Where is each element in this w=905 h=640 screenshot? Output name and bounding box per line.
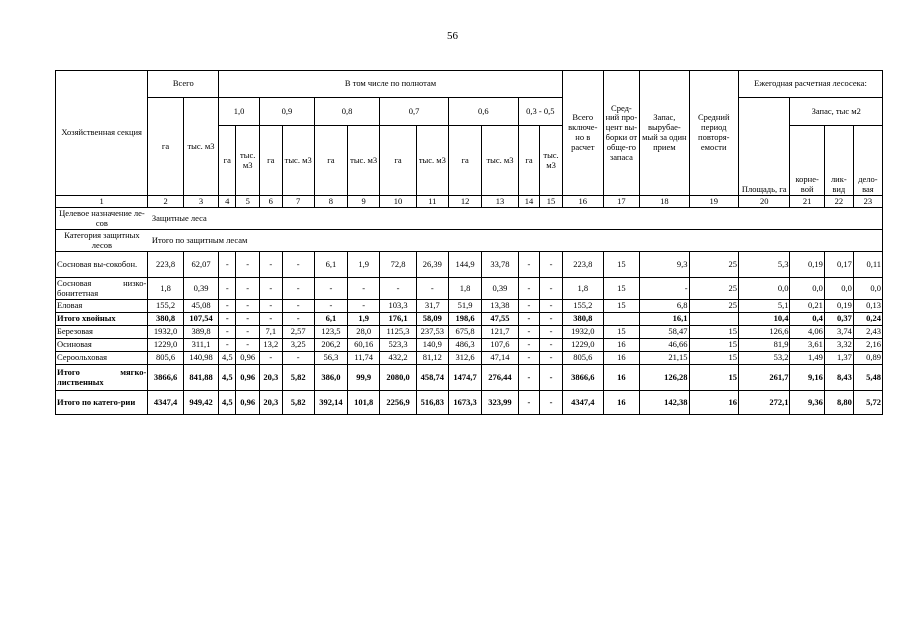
table-cell: 1,49 xyxy=(790,352,824,365)
table-cell: 0,96 xyxy=(236,365,260,391)
table-cell: 805,6 xyxy=(148,352,183,365)
column-number: 5 xyxy=(236,196,260,208)
table-cell: 458,74 xyxy=(416,365,448,391)
table-cell: 144,9 xyxy=(448,252,481,278)
table-cell: 516,83 xyxy=(416,391,448,415)
table-cell: - xyxy=(236,278,260,300)
table-cell: - xyxy=(518,326,539,339)
table-cell: 47,14 xyxy=(482,352,519,365)
table-cell: - xyxy=(236,252,260,278)
table-cell: 380,8 xyxy=(562,313,603,326)
table-cell: 13,38 xyxy=(482,300,519,313)
header-root: корне-вой xyxy=(790,126,824,196)
table-cell: - xyxy=(518,339,539,352)
table-cell: 1,8 xyxy=(148,278,183,300)
table-cell: 3,61 xyxy=(790,339,824,352)
table-cell: 0,11 xyxy=(853,252,882,278)
header-ha: га xyxy=(219,126,236,196)
page-number: 56 xyxy=(447,30,458,42)
column-number: 23 xyxy=(853,196,882,208)
table-row xyxy=(56,326,883,339)
table-cell: 33,78 xyxy=(482,252,519,278)
forest-cut-table xyxy=(55,70,883,415)
header-area: Площадь, га xyxy=(738,98,790,196)
table-cell: 25 xyxy=(689,252,738,278)
table-cell: 8,43 xyxy=(824,365,853,391)
table-cell: 380,8 xyxy=(148,313,183,326)
header-density-3: 0,8 xyxy=(314,98,379,126)
table-cell: 47,55 xyxy=(482,313,519,326)
table-cell: 11,74 xyxy=(348,352,380,365)
table-cell: 5,3 xyxy=(738,252,790,278)
header-ha: га xyxy=(518,126,539,196)
table-cell: 311,1 xyxy=(183,339,218,352)
table-cell: 206,2 xyxy=(314,339,347,352)
column-number-row xyxy=(56,196,883,208)
table-cell: - xyxy=(236,339,260,352)
purpose-value: Защитные леса xyxy=(148,208,883,230)
table-cell: - xyxy=(518,313,539,326)
table-cell: 0,39 xyxy=(183,278,218,300)
table-row xyxy=(56,391,883,415)
table-row xyxy=(56,252,883,278)
table-cell: 1932,0 xyxy=(562,326,603,339)
table-cell: 261,7 xyxy=(738,365,790,391)
table-cell: 675,8 xyxy=(448,326,481,339)
table-cell: 21,15 xyxy=(640,352,689,365)
table-cell: 3866,6 xyxy=(148,365,183,391)
table-cell: 1,9 xyxy=(348,252,380,278)
table-row xyxy=(56,352,883,365)
table-cell: 0,17 xyxy=(824,252,853,278)
table-cell: 6,8 xyxy=(640,300,689,313)
table-cell: 16 xyxy=(603,339,640,352)
table-cell: 1229,0 xyxy=(148,339,183,352)
header-ha: га xyxy=(260,126,283,196)
table-cell: 155,2 xyxy=(148,300,183,313)
table-cell: 140,98 xyxy=(183,352,218,365)
column-number: 8 xyxy=(314,196,347,208)
table-cell: 126,28 xyxy=(640,365,689,391)
column-number: 9 xyxy=(348,196,380,208)
table-cell: 13,2 xyxy=(260,339,283,352)
table-cell: 0,0 xyxy=(824,278,853,300)
row-name: Березовая xyxy=(56,326,148,339)
table-cell: 1229,0 xyxy=(562,339,603,352)
table-cell: 841,88 xyxy=(183,365,218,391)
table-cell: 1474,7 xyxy=(448,365,481,391)
table-cell: 31,7 xyxy=(416,300,448,313)
header-section: Хозяйственная секция xyxy=(56,71,148,196)
table-cell: 0,0 xyxy=(853,278,882,300)
table-cell: - xyxy=(540,391,563,415)
table-cell: 2256,9 xyxy=(380,391,417,415)
column-number: 12 xyxy=(448,196,481,208)
table-cell: 0,21 xyxy=(790,300,824,313)
table-cell: 53,2 xyxy=(738,352,790,365)
table-cell: 45,08 xyxy=(183,300,218,313)
table-cell: - xyxy=(416,278,448,300)
table-cell: - xyxy=(518,352,539,365)
table-cell: 0,89 xyxy=(853,352,882,365)
row-name: Итого по катего-рии xyxy=(56,391,148,415)
table-cell: - xyxy=(219,300,236,313)
table-cell: 386,0 xyxy=(314,365,347,391)
header-thous-m3: тыс. м3 xyxy=(183,98,218,196)
table-cell: - xyxy=(348,278,380,300)
table-cell: 46,66 xyxy=(640,339,689,352)
table-cell: 121,7 xyxy=(482,326,519,339)
table-cell: 15 xyxy=(689,352,738,365)
table-cell: 9,16 xyxy=(790,365,824,391)
table-cell: - xyxy=(260,300,283,313)
table-cell: - xyxy=(518,391,539,415)
table-cell: 949,42 xyxy=(183,391,218,415)
table-cell: 60,16 xyxy=(348,339,380,352)
table-cell: - xyxy=(540,326,563,339)
table-cell: 0,13 xyxy=(853,300,882,313)
table-cell: 523,3 xyxy=(380,339,417,352)
table-cell: 107,54 xyxy=(183,313,218,326)
table-cell: 0,39 xyxy=(482,278,519,300)
table-cell: 20,3 xyxy=(260,391,283,415)
header-density-1: 1,0 xyxy=(219,98,260,126)
table-cell: 1,9 xyxy=(348,313,380,326)
table-cell: 6,1 xyxy=(314,313,347,326)
table-cell: 312,6 xyxy=(448,352,481,365)
table-cell: 2080,0 xyxy=(380,365,417,391)
table-cell: - xyxy=(260,278,283,300)
row-name: Сосновая вы-сокобон. xyxy=(56,252,148,278)
table-cell: 1125,3 xyxy=(380,326,417,339)
header-density-6: 0,3 - 0,5 xyxy=(518,98,562,126)
table-cell: - xyxy=(518,365,539,391)
table-cell: 0,96 xyxy=(236,391,260,415)
header-thous-m3: тыс. м3 xyxy=(348,126,380,196)
table-cell: 72,8 xyxy=(380,252,417,278)
table-cell: - xyxy=(260,313,283,326)
column-number: 14 xyxy=(518,196,539,208)
table-cell: - xyxy=(518,252,539,278)
table-cell: 58,47 xyxy=(640,326,689,339)
table-row xyxy=(56,313,883,326)
table-cell: 25 xyxy=(689,300,738,313)
column-number: 20 xyxy=(738,196,790,208)
header-stock-m2: Запас, тыс м2 xyxy=(790,98,883,126)
table-cell: - xyxy=(348,300,380,313)
table-cell: 140,9 xyxy=(416,339,448,352)
table-cell: 16 xyxy=(603,352,640,365)
column-number: 6 xyxy=(260,196,283,208)
column-number: 2 xyxy=(148,196,183,208)
table-cell: 3,25 xyxy=(282,339,314,352)
table-cell: 4347,4 xyxy=(562,391,603,415)
table-cell: 123,5 xyxy=(314,326,347,339)
table-cell: 2,43 xyxy=(853,326,882,339)
table-cell: 176,1 xyxy=(380,313,417,326)
column-number: 21 xyxy=(790,196,824,208)
table-cell: 1,8 xyxy=(448,278,481,300)
table-cell: 0,96 xyxy=(236,352,260,365)
table-cell: 15 xyxy=(603,326,640,339)
table-cell: - xyxy=(282,278,314,300)
table-cell: 16,1 xyxy=(640,313,689,326)
table-cell: - xyxy=(518,278,539,300)
column-number: 15 xyxy=(540,196,563,208)
table-cell: 15 xyxy=(689,326,738,339)
table-cell: - xyxy=(236,313,260,326)
row-name: Итого мягко-лиственных xyxy=(56,365,148,391)
header-ha: га xyxy=(148,98,183,196)
table-row xyxy=(56,365,883,391)
table-cell: 4,5 xyxy=(219,391,236,415)
table-cell xyxy=(603,313,640,326)
header-liquid: лик-вид xyxy=(824,126,853,196)
column-number: 11 xyxy=(416,196,448,208)
table-cell: 3,74 xyxy=(824,326,853,339)
table-cell: - xyxy=(380,278,417,300)
header-avg-period: Средний период повторя-емости xyxy=(689,71,738,196)
table-cell: 62,07 xyxy=(183,252,218,278)
header-total-included: Всего включе-но в расчет xyxy=(562,71,603,196)
table-cell: 323,99 xyxy=(482,391,519,415)
column-number: 17 xyxy=(603,196,640,208)
header-ha: га xyxy=(380,126,417,196)
table-cell: 1,8 xyxy=(562,278,603,300)
table-cell: 99,9 xyxy=(348,365,380,391)
header-density-4: 0,7 xyxy=(380,98,449,126)
table-cell: 4,5 xyxy=(219,352,236,365)
table-cell: 26,39 xyxy=(416,252,448,278)
table-cell: 223,8 xyxy=(148,252,183,278)
table-cell: 142,38 xyxy=(640,391,689,415)
table-cell: 126,6 xyxy=(738,326,790,339)
table-cell: 103,3 xyxy=(380,300,417,313)
header-business: дело-вая xyxy=(853,126,882,196)
table-cell: 20,3 xyxy=(260,365,283,391)
table-cell: - xyxy=(219,339,236,352)
table-cell: - xyxy=(282,252,314,278)
table-cell: 5,82 xyxy=(282,365,314,391)
table-cell: 0,0 xyxy=(738,278,790,300)
column-number: 10 xyxy=(380,196,417,208)
table-cell: 107,6 xyxy=(482,339,519,352)
table-cell: 4,5 xyxy=(219,365,236,391)
table-cell: 3,32 xyxy=(824,339,853,352)
header-thous-m3: тыс. м3 xyxy=(540,126,563,196)
table-cell: 2,16 xyxy=(853,339,882,352)
table-cell: - xyxy=(282,352,314,365)
category-label: Категория защитных лесов xyxy=(56,230,148,252)
table-cell: 2,57 xyxy=(282,326,314,339)
category-value: Итого по защитным лесам xyxy=(148,230,883,252)
table-cell: 7,1 xyxy=(260,326,283,339)
table-cell: 9,36 xyxy=(790,391,824,415)
table-cell: 272,1 xyxy=(738,391,790,415)
table-cell: 0,0 xyxy=(790,278,824,300)
header-total: Всего xyxy=(148,71,219,98)
header-avg-percent: Сред-ний про-цент вы-борки от обще-го запаса xyxy=(603,71,640,196)
table-cell: 15 xyxy=(603,252,640,278)
header-thous-m3: тыс. м3 xyxy=(282,126,314,196)
table-cell: - xyxy=(282,313,314,326)
table-cell: 15 xyxy=(603,300,640,313)
table-cell: 486,3 xyxy=(448,339,481,352)
row-name: Осиновая xyxy=(56,339,148,352)
table-cell: 8,80 xyxy=(824,391,853,415)
table-cell: 155,2 xyxy=(562,300,603,313)
column-number: 13 xyxy=(482,196,519,208)
row-name: Сосновая низко-бонитетная xyxy=(57,277,147,298)
table-cell: 16 xyxy=(603,365,640,391)
table-cell: 56,3 xyxy=(314,352,347,365)
header-thous-m3: тыс. м3 xyxy=(236,126,260,196)
table-cell: - xyxy=(640,278,689,300)
table-cell: 5,48 xyxy=(853,365,882,391)
table-cell: 10,4 xyxy=(738,313,790,326)
column-number: 7 xyxy=(282,196,314,208)
column-number: 1 xyxy=(56,196,148,208)
table-cell: 9,3 xyxy=(640,252,689,278)
table-cell: - xyxy=(282,300,314,313)
header-incl-density: В том числе по полнотам xyxy=(219,71,563,98)
table-cell: 389,8 xyxy=(183,326,218,339)
table-cell: 15 xyxy=(603,278,640,300)
table-cell: - xyxy=(219,278,236,300)
table-cell: 198,6 xyxy=(448,313,481,326)
table-cell: - xyxy=(540,352,563,365)
table-cell: 81,9 xyxy=(738,339,790,352)
header-annual-cut: Ежегодная расчетная лесосека: xyxy=(738,71,882,98)
table-cell: 0,24 xyxy=(853,313,882,326)
table-cell: - xyxy=(219,252,236,278)
table-cell: - xyxy=(540,339,563,352)
table-cell: 28,0 xyxy=(348,326,380,339)
header-ha: га xyxy=(314,126,347,196)
purpose-label: Целевое назначение ле-сов xyxy=(56,208,148,230)
column-number: 16 xyxy=(562,196,603,208)
table-cell: 1673,3 xyxy=(448,391,481,415)
table-cell: - xyxy=(540,252,563,278)
column-number: 22 xyxy=(824,196,853,208)
table-cell: 58,09 xyxy=(416,313,448,326)
table-cell: 5,82 xyxy=(282,391,314,415)
table-cell: 4,06 xyxy=(790,326,824,339)
header-density-5: 0,6 xyxy=(448,98,518,126)
column-number: 18 xyxy=(640,196,689,208)
table-cell: - xyxy=(260,252,283,278)
row-name: Итого хвойных xyxy=(56,313,148,326)
table-cell: - xyxy=(540,365,563,391)
table-cell: - xyxy=(314,278,347,300)
table-cell: 1932,0 xyxy=(148,326,183,339)
table-cell: - xyxy=(219,313,236,326)
header-thous-m3: тыс. м3 xyxy=(416,126,448,196)
table-cell: 81,12 xyxy=(416,352,448,365)
table-cell: 1,37 xyxy=(824,352,853,365)
table-cell: - xyxy=(518,300,539,313)
row-name: Сероольховая xyxy=(56,352,148,365)
table-cell: 805,6 xyxy=(562,352,603,365)
table-cell: - xyxy=(314,300,347,313)
table-cell: 6,1 xyxy=(314,252,347,278)
table-cell: 276,44 xyxy=(482,365,519,391)
table-cell: 0,19 xyxy=(790,252,824,278)
table-cell: - xyxy=(540,313,563,326)
table-cell: 5,72 xyxy=(853,391,882,415)
header-stock-removed: Запас, вырубае-мый за один прием xyxy=(640,71,689,196)
table-cell: 15 xyxy=(689,339,738,352)
table-cell: - xyxy=(540,278,563,300)
table-cell: - xyxy=(219,326,236,339)
table-cell: 51,9 xyxy=(448,300,481,313)
table-cell: 432,2 xyxy=(380,352,417,365)
header-ha: га xyxy=(448,126,481,196)
header-thous-m3: тыс. м3 xyxy=(482,126,519,196)
column-number: 19 xyxy=(689,196,738,208)
table-cell: 0,19 xyxy=(824,300,853,313)
table-cell xyxy=(689,313,738,326)
table-row xyxy=(56,300,883,313)
table-cell: 223,8 xyxy=(562,252,603,278)
table-cell: 237,53 xyxy=(416,326,448,339)
table-cell: 101,8 xyxy=(348,391,380,415)
table-cell: 5,1 xyxy=(738,300,790,313)
table-cell: 16 xyxy=(689,391,738,415)
table-cell: - xyxy=(540,300,563,313)
table-cell: 16 xyxy=(603,391,640,415)
table-cell: 0,4 xyxy=(790,313,824,326)
table-row xyxy=(56,278,883,300)
table-cell: - xyxy=(236,326,260,339)
row-name: Еловая xyxy=(56,300,148,313)
table-cell: 4347,4 xyxy=(148,391,183,415)
header-density-2: 0,9 xyxy=(260,98,315,126)
table-cell: 0,37 xyxy=(824,313,853,326)
table-cell: 25 xyxy=(689,278,738,300)
table-cell: 15 xyxy=(689,365,738,391)
table-cell: 392,14 xyxy=(314,391,347,415)
column-number: 3 xyxy=(183,196,218,208)
column-number: 4 xyxy=(219,196,236,208)
table-cell: 3866,6 xyxy=(562,365,603,391)
table-row xyxy=(56,339,883,352)
table-cell: - xyxy=(260,352,283,365)
table-cell: - xyxy=(236,300,260,313)
